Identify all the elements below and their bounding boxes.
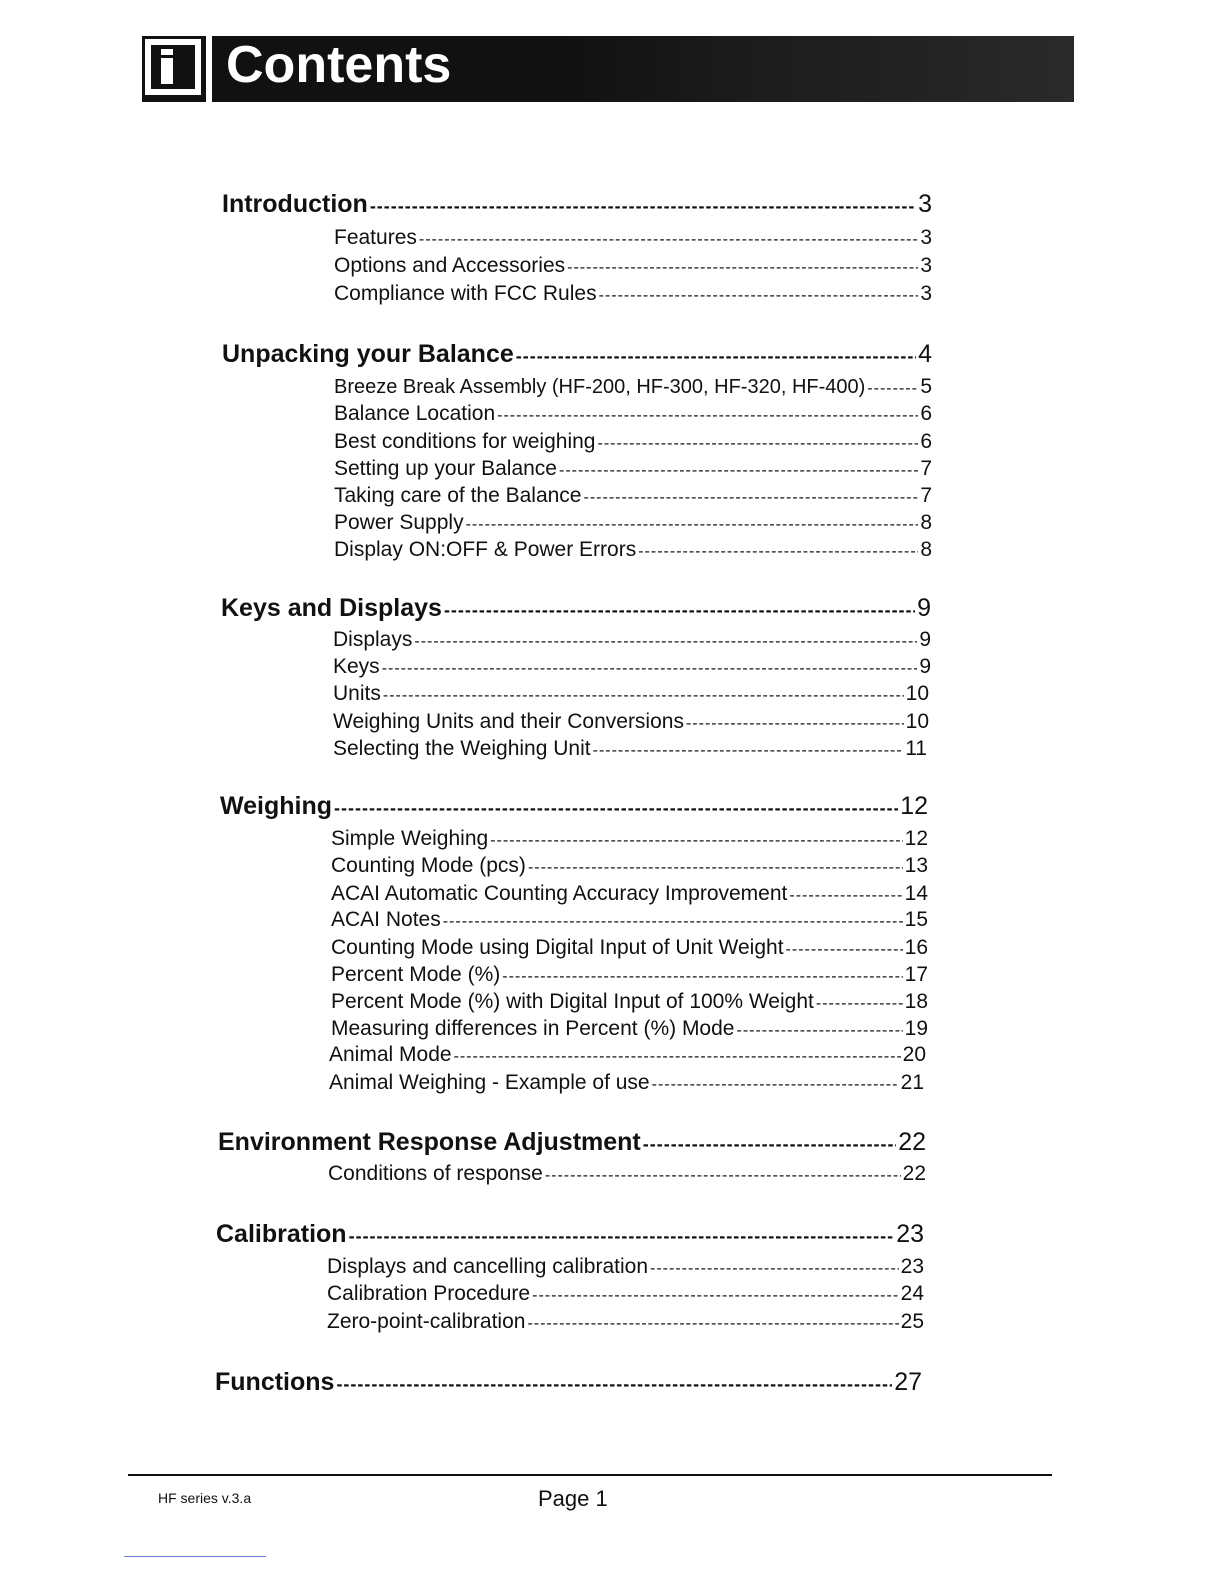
toc-item[interactable] [333, 737, 927, 761]
toc-item-title: Units [333, 682, 381, 705]
toc-item[interactable] [334, 511, 932, 535]
footer-page-number: Page 1 [538, 1486, 608, 1511]
toc-leader [490, 832, 902, 850]
toc-item-title: Measuring differences in Percent (%) Mode [331, 1017, 735, 1040]
toc-item-title: Balance Location [334, 402, 496, 425]
toc-section-calibration[interactable] [216, 1220, 924, 1249]
toc-page-number: 16 [904, 936, 928, 959]
toc-item-title: Best conditions for weighing [334, 430, 596, 453]
toc-leader [454, 1048, 901, 1066]
toc-section-title: Functions [215, 1368, 335, 1396]
toc-leader [502, 968, 902, 986]
toc-leader [444, 600, 915, 621]
toc-item-title: Animal Mode [329, 1043, 452, 1066]
toc-leader [414, 633, 917, 651]
toc-item-title: Display ON:OFF & Power Errors [334, 538, 637, 561]
toc-leader [527, 1315, 898, 1333]
toc-item[interactable] [329, 1071, 924, 1095]
toc-item[interactable] [334, 430, 932, 454]
toc-item-title: Weighing Units and their Conversions [333, 710, 684, 733]
toc-page-number: 23 [900, 1255, 924, 1278]
toc-item[interactable] [333, 655, 931, 679]
toc-leader [638, 543, 918, 561]
toc-leader [532, 1287, 899, 1305]
toc-item-title: Animal Weighing - Example of use [329, 1071, 650, 1094]
toc-page-number: 3 [920, 226, 932, 249]
contents-banner [142, 36, 1074, 102]
toc-leader [528, 859, 903, 877]
toc-leader [382, 660, 918, 678]
toc-item[interactable] [334, 484, 932, 508]
toc-leader [443, 913, 903, 931]
toc-page-number: 12 [900, 792, 928, 820]
banner-divider [206, 36, 212, 102]
toc-leader [789, 887, 902, 905]
toc-page-number: 11 [905, 737, 927, 760]
toc-page-number: 27 [894, 1368, 922, 1396]
toc-page-number: 23 [896, 1220, 924, 1248]
toc-item-title: Zero-point-calibration [327, 1310, 526, 1333]
toc-item[interactable] [327, 1310, 924, 1334]
toc-item-title: Counting Mode using Digital Input of Unit Weight [331, 936, 784, 959]
footer-underline [124, 1556, 266, 1557]
toc-page-number: 21 [900, 1071, 924, 1094]
toc-page-number: 10 [905, 710, 929, 733]
toc-section-functions[interactable] [215, 1368, 922, 1397]
toc-item[interactable] [331, 854, 928, 878]
toc-leader [383, 687, 904, 705]
toc-leader [598, 435, 919, 453]
toc-item-title: ACAI Automatic Counting Accuracy Improvement [331, 882, 788, 905]
toc-item[interactable] [333, 682, 929, 706]
toc-item-title: Displays [333, 628, 413, 651]
toc-page-number: 3 [920, 282, 932, 305]
toc-item-title: Conditions of response [328, 1162, 543, 1185]
toc-page-number: 6 [920, 402, 932, 425]
toc-leader [786, 941, 903, 959]
toc-section-title: Introduction [222, 190, 368, 218]
toc-item-title: Percent Mode (%) [331, 963, 501, 986]
toc-page-number: 9 [919, 628, 931, 651]
toc-leader [336, 1374, 892, 1395]
toc-item[interactable] [328, 1162, 926, 1186]
toc-page-number: 3 [920, 254, 932, 277]
toc-section-title: Keys and Displays [221, 594, 442, 622]
toc-page-number: 8 [920, 511, 932, 534]
toc-leader [593, 742, 904, 760]
toc-item-title: Power Supply [334, 511, 464, 534]
toc-item[interactable] [333, 628, 931, 652]
toc-page-number: 8 [920, 538, 932, 561]
toc-section-title: Environment Response Adjustment [218, 1128, 641, 1156]
toc-leader [652, 1076, 899, 1094]
toc-item[interactable] [327, 1255, 924, 1279]
info-icon [142, 36, 204, 98]
toc-leader [736, 1022, 902, 1040]
toc-page-number: 25 [900, 1310, 924, 1333]
toc-item[interactable] [334, 282, 932, 306]
toc-leader [334, 798, 898, 819]
toc-page-number: 6 [920, 430, 932, 453]
toc-item[interactable] [334, 254, 932, 278]
toc-leader [466, 516, 919, 534]
toc-item[interactable] [334, 226, 932, 250]
toc-section-environment-response[interactable] [218, 1128, 926, 1157]
toc-leader [867, 380, 918, 398]
toc-item[interactable] [331, 990, 928, 1014]
toc-page-number: 7 [920, 457, 932, 480]
toc-item-title: Counting Mode (pcs) [331, 854, 526, 877]
toc-leader [370, 196, 916, 217]
toc-item-title: Calibration Procedure [327, 1282, 531, 1305]
toc-item[interactable] [331, 1017, 928, 1041]
toc-page-number: 17 [904, 963, 928, 986]
toc-page-number: 18 [904, 990, 928, 1013]
toc-item-title: Options and Accessories [334, 254, 566, 277]
toc-page-number: 10 [905, 682, 929, 705]
toc-section-keys-and-displays[interactable] [221, 594, 931, 623]
toc-page-number: 22 [898, 1128, 926, 1156]
toc-leader [349, 1226, 895, 1247]
toc-section-title: Calibration [216, 1220, 347, 1248]
toc-leader [599, 287, 919, 305]
toc-page-number: 3 [918, 190, 932, 218]
page-title: Contents [226, 36, 452, 94]
toc-leader [497, 407, 918, 425]
toc-leader [686, 715, 904, 733]
toc-page-number: 24 [900, 1282, 924, 1305]
toc-page-number: 4 [918, 340, 932, 368]
toc-leader [419, 231, 918, 249]
toc-leader [650, 1260, 899, 1278]
toc-item[interactable] [329, 1043, 926, 1067]
toc-page-number: 9 [919, 655, 931, 678]
toc-page-number: 13 [904, 854, 928, 877]
toc-item[interactable] [333, 710, 929, 734]
toc-item-title: Setting up your Balance [334, 457, 557, 480]
toc-item[interactable] [334, 538, 932, 562]
toc-item-title: ACAI Notes [331, 908, 441, 931]
toc-item[interactable] [334, 457, 932, 481]
toc-item-title: Keys [333, 655, 380, 678]
toc-section-unpacking[interactable] [222, 340, 932, 369]
footer-version: HF series v.3.a [158, 1490, 252, 1506]
toc-leader [559, 462, 918, 480]
toc-item-title: Features [334, 226, 417, 249]
toc-section-weighing[interactable] [220, 792, 928, 821]
toc-page-number: 9 [917, 594, 931, 622]
toc-item[interactable] [331, 908, 928, 932]
toc-item-title: Taking care of the Balance [334, 484, 582, 507]
toc-item[interactable] [331, 882, 928, 906]
toc-item-title: Breeze Break Assembly (HF-200, HF-300, HF-320, HF-400) [334, 376, 866, 398]
toc-item[interactable] [331, 963, 928, 987]
toc-page-number: 15 [904, 908, 928, 931]
toc-page-number: 19 [904, 1017, 928, 1040]
toc-page-number: 14 [904, 882, 928, 905]
toc-item[interactable] [334, 375, 932, 399]
banner-texture [554, 36, 1074, 102]
toc-item-title: Compliance with FCC Rules [334, 282, 597, 305]
toc-item[interactable] [334, 402, 932, 426]
toc-item-title: Percent Mode (%) with Digital Input of 100% Weight [331, 990, 814, 1013]
toc-page-number: 12 [904, 827, 928, 850]
toc-page-number: 7 [920, 484, 932, 507]
toc-leader [816, 995, 903, 1013]
toc-page-number: 20 [902, 1043, 926, 1066]
toc-item[interactable] [331, 827, 928, 851]
toc-leader [567, 259, 918, 277]
toc-item-title: Displays and cancelling calibration [327, 1255, 649, 1278]
toc-leader [584, 489, 919, 507]
toc-section-introduction[interactable] [222, 190, 932, 219]
toc-item-title: Simple Weighing [331, 827, 489, 850]
toc-item[interactable] [327, 1282, 924, 1306]
toc-item-title: Selecting the Weighing Unit [333, 737, 591, 760]
toc-section-title: Unpacking your Balance [222, 340, 514, 368]
toc-leader [516, 346, 916, 367]
toc-leader [643, 1134, 896, 1155]
toc-leader [545, 1167, 901, 1185]
footer-rule [128, 1474, 1052, 1476]
toc-item[interactable] [331, 936, 928, 960]
toc-page-number: 5 [920, 375, 932, 398]
toc-section-title: Weighing [220, 792, 333, 820]
toc-page-number: 22 [902, 1162, 926, 1185]
